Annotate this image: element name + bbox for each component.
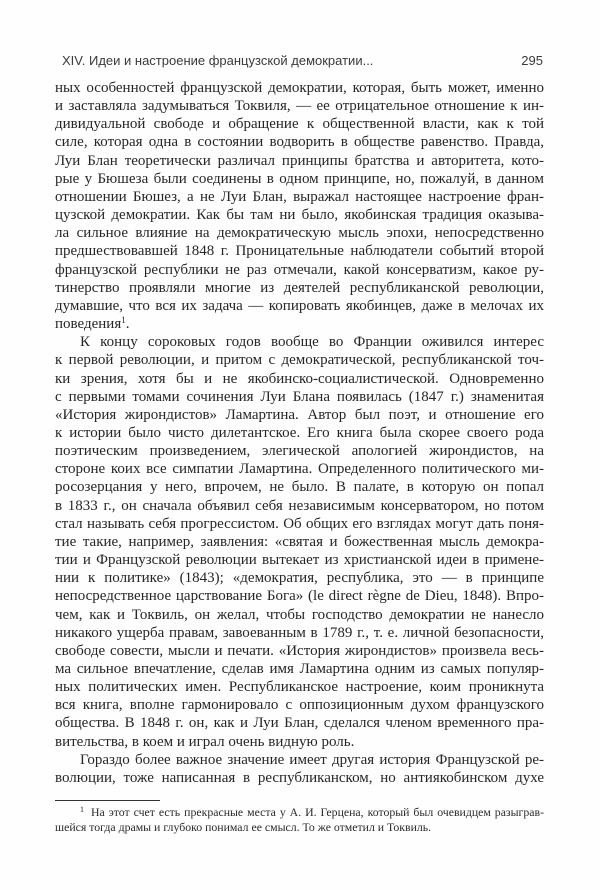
text-line: «История жирондистов» Ламартина. Автор был поэт, и отношение его [55,406,544,423]
text-line: ных политических имен. Республиканское настроение, коим проникнута [55,679,544,696]
footnote-reference[interactable]: 1 [121,315,126,326]
text-line: чем, как и Токвиль, он желал, чтобы господство демократии не нанесло [55,606,544,623]
footnote-text: На этот счет есть прекрасные места у А. И. Герцена, который был очевидцем разыграв- [91,805,544,819]
footnote-line: шейся тогда драмы и глубоко понимал ее смысл. То же отметил и Токвиль. [55,819,432,834]
footnotes [55,805,544,834]
text-line: нии к политике» (1843); «демократия, республика, это — в принципе [55,570,544,587]
text-line: к истории было чисто дилетантское. Его книга была скорее своего рода [55,424,544,441]
text-line: ла сильное влияние на демократическую мысль эпохи, непосредственно [55,225,544,242]
text-line: волюции, тоже написанная в республиканском, но антиякобинском духе [55,769,544,786]
text-line: к первой революции, и притом с демократической, республиканской точ- [55,352,544,369]
text-line: Гораздо более важное значение имеет другая история Французской ре- [80,751,544,768]
text-line: французской республики не раз отмечали, какой консерватизм, какое ру- [55,261,544,278]
text-line: ки зрения, хотя бы и не якобинско-социалистической. Одновременно [55,370,544,387]
text-line: непосредственное царствование Бога» (le direct règne de Dieu, 1848). Впро- [55,588,544,605]
text-line: тие такие, например, заявления: «святая и божественная мысль демокра- [55,533,544,550]
text-line: и заставляла задумываться Токвиля, — ее отрицательное отношение к ин- [55,98,544,115]
text-line: силе, которая одна в состоянии водворить в обществе равенство. Правда, [55,134,544,151]
text-line: думавшие, что вся их задача — копировать якобинцев, даже в мелочах их [55,297,544,314]
text-line: тии и Французской революции вытекает из христианской идеи в примене- [55,552,544,569]
text-line: цузской демократии. Как бы там ни было, якобинская традиция оказыва- [55,207,544,224]
text-line: вся книга, вполне гармонировало с оппозиционным духом французского [55,697,544,714]
text-line: тинерство проявляли многие из деятелей республиканской революции, [55,279,544,296]
text-line: рые у Бюшеза были соединены в одном принципе, но, пожалуй, в данном [55,170,544,187]
text-line: отношении Бюшез, а не Луи Блан, выражал настоящее настроение фран- [55,188,544,205]
text-line: поэтическим произведением, элегической апологией жирондистов, на [55,443,544,460]
text-fragment: . [125,316,130,333]
text-line: общества. В 1848 г. он, как и Луи Блан, сделался членом временного пра- [55,715,544,732]
footnote-marker: 1 [80,805,84,814]
text-line: Луи Блан теоретически различал принципы братства и авторитета, кото- [55,152,544,169]
text-line: в 1833 г., он сначала объявил себя независимым консерватором, но потом [55,497,544,514]
text-line: ма сильное впечатление, сделав имя Ламартина одним из самых популяр- [55,661,544,677]
body-text [55,79,544,787]
text-line [55,315,544,333]
text-line: росозерцания у него, впрочем, не было. В палате, в которую он попал [55,479,544,496]
text-line: ных особенностей французской демократии, которая, быть может, именно [55,80,544,96]
footnote-line [55,805,544,820]
running-header [62,53,543,71]
text-line: К концу сороковых годов вообще во Франции оживился интерес [80,334,544,351]
page-number: 295 [521,53,543,68]
text-line: стороне коих все симпатии Ламартина. Определенного политического ми- [55,461,544,478]
footnote-separator [55,800,160,801]
text-line: стал называть себя прогрессистом. Об общих его взглядах могут дать поня- [55,515,544,532]
text-line: вительства, в коем и играл очень видную роль. [55,733,355,750]
text-fragment: поведения [55,316,122,333]
text-line: дивидуальной свободе и обращение к общественной власти, как к той [55,116,544,133]
text-line: предшествовавшей 1848 г. Проницательные наблюдатели событий второй [55,243,544,260]
text-line: никакого ущерба правам, завоеванным в 1789 г., т. е. личной безопасности, [55,624,544,641]
running-title: XIV. Идеи и настроение французской демократии... [62,53,374,68]
text-line: с первыми томами сочинения Луи Блана появилась (1847 г.) знаменитая [55,388,544,405]
text-line: свободе совести, мысли и печати. «История жирондистов» произвела весь- [55,642,544,659]
